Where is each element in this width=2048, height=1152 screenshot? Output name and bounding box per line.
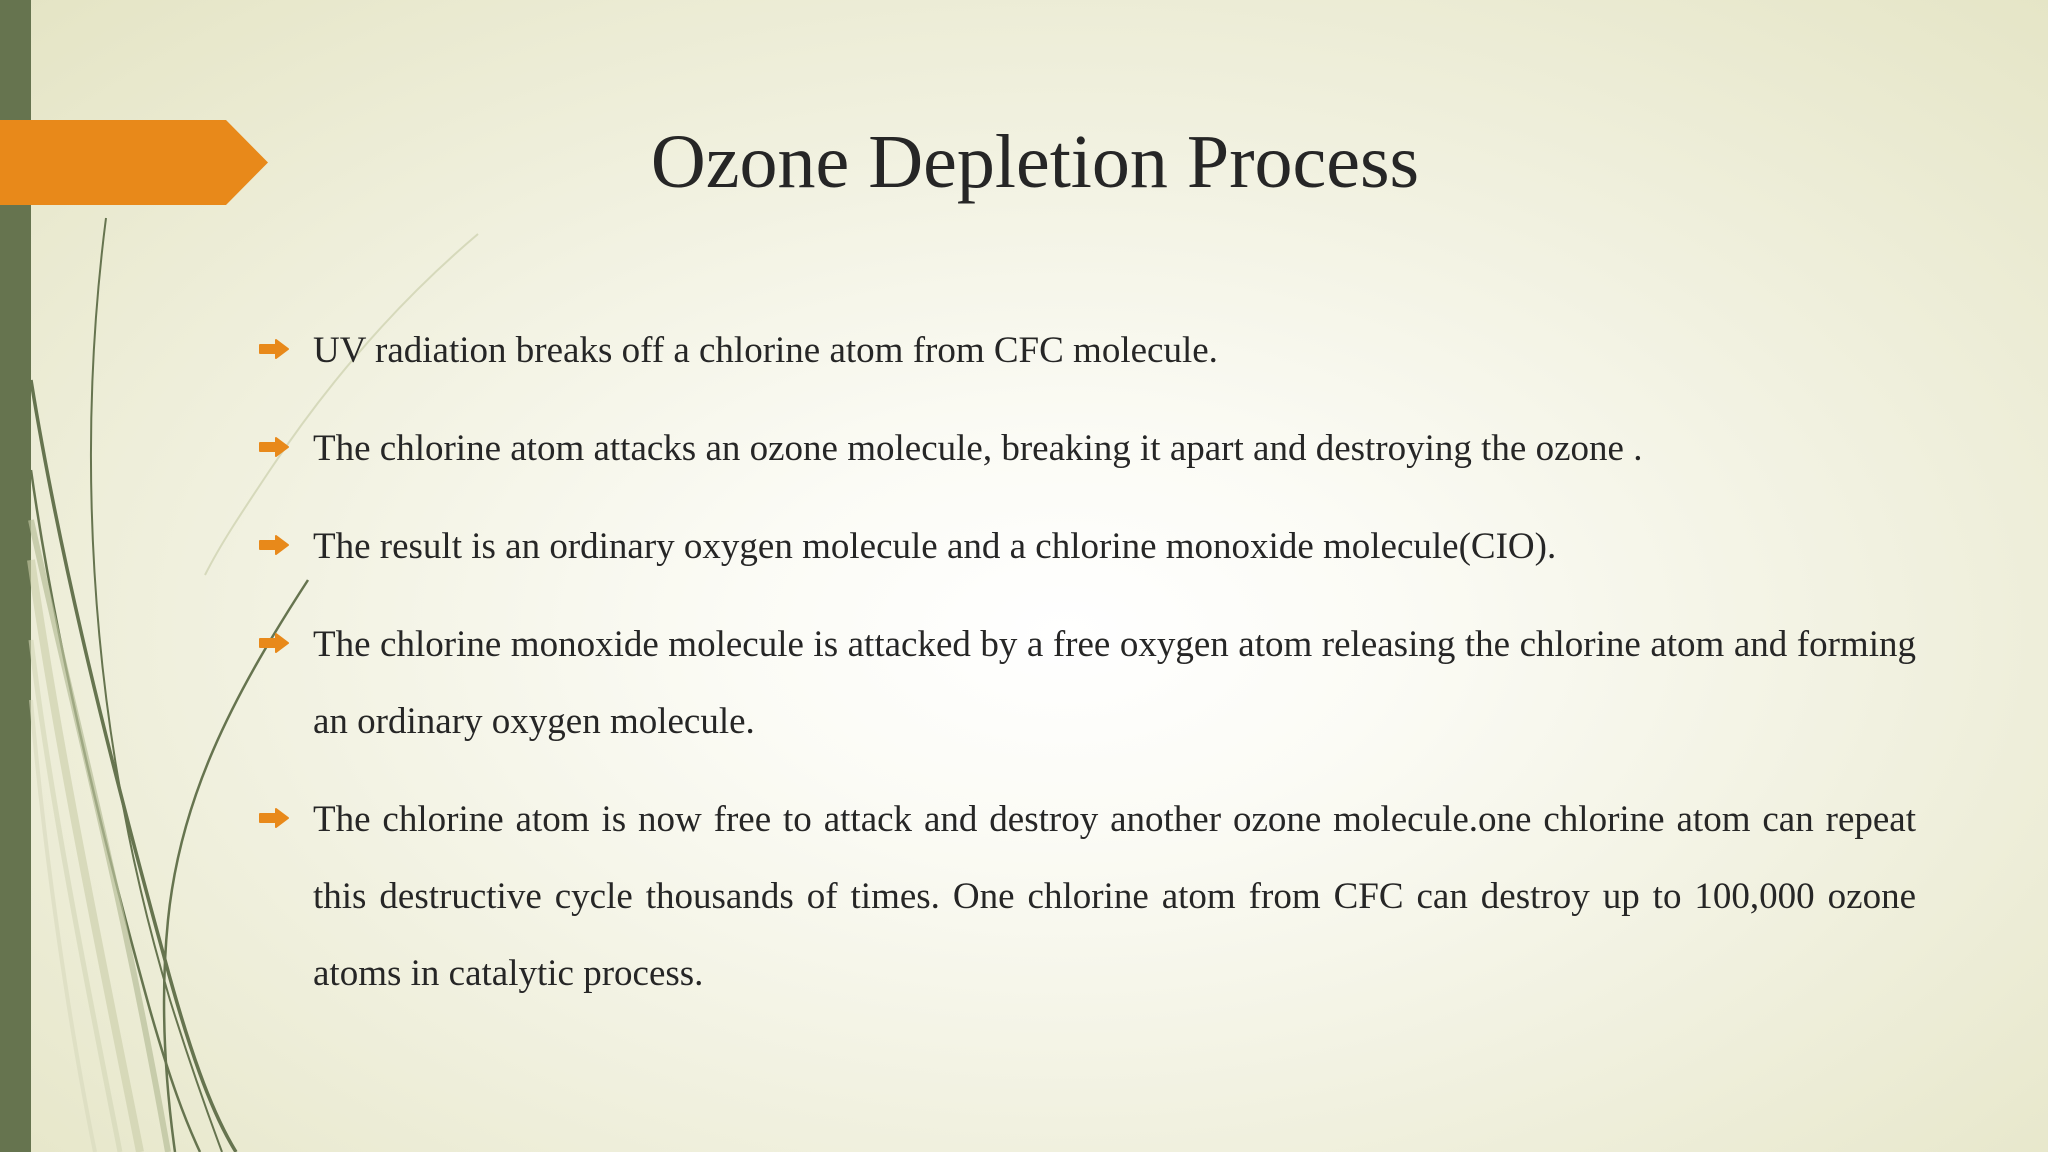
bullet-text: The chlorine monoxide molecule is attacked by a free oxygen atom releasing the chlorine atom and forming an ordinary oxygen molecule. <box>313 624 1916 742</box>
arrow-right-icon <box>258 534 290 556</box>
bullet-text: The chlorine atom attacks an ozone molecule, breaking it apart and destroying the ozone . <box>313 428 1643 469</box>
bullet-item <box>256 781 1916 1012</box>
bullet-list <box>256 312 1916 1033</box>
bullet-text: The chlorine atom is now free to attack and destroy another ozone molecule.one chlorine atom can repeat this destructive cycle thousands of times. One chlorine atom from CFC can destroy up to 100,000 ozone atoms in catalytic process. <box>313 799 1916 994</box>
bullet-item <box>256 606 1916 760</box>
bullet-text: The result is an ordinary oxygen molecule and a chlorine monoxide molecule(CIO). <box>313 526 1557 567</box>
title-accent-tab <box>0 120 268 205</box>
slide-title: Ozone Depletion Process <box>650 120 1420 204</box>
arrow-right-icon <box>258 632 290 654</box>
arrow-right-icon <box>258 436 290 458</box>
bullet-item <box>256 508 1916 585</box>
bullet-item <box>256 312 1916 389</box>
bullet-text: UV radiation breaks off a chlorine atom from CFC molecule. <box>313 330 1218 371</box>
arrow-right-icon <box>258 338 290 360</box>
arrow-right-icon <box>258 807 290 829</box>
bullet-item <box>256 410 1916 487</box>
